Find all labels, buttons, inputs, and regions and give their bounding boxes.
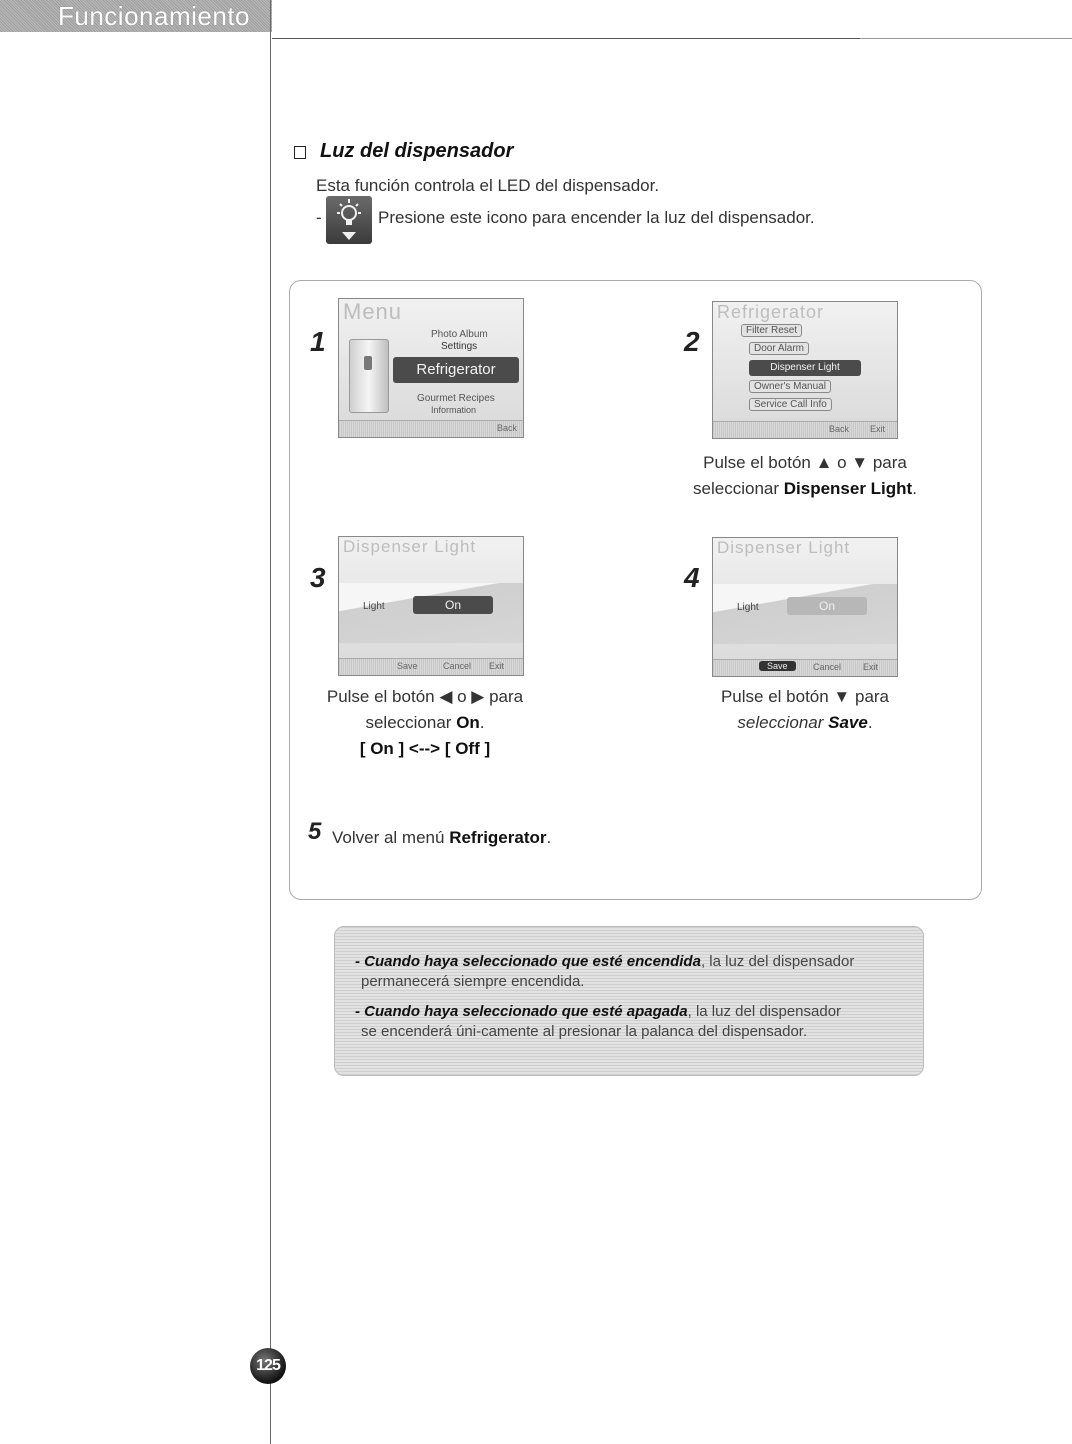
dispenser-light-icon: [326, 196, 372, 244]
section-title: Luz del dispensador: [320, 140, 514, 162]
refrigerator-illustration: [349, 339, 389, 413]
screen-footer: [339, 658, 523, 675]
footer-exit: Exit: [869, 424, 885, 434]
note-box: [334, 926, 924, 1076]
screen-footer: [339, 420, 523, 437]
light-value-on: On: [787, 597, 867, 615]
step-number-2: 2: [684, 326, 700, 357]
step-number-3: 3: [310, 562, 326, 593]
page-number-badge: 125: [250, 1348, 286, 1384]
light-label: Light: [363, 601, 385, 612]
note-line-3: - Cuando haya seleccionado que esté apagada, la luz del dispensador: [355, 1003, 842, 1020]
header-tab: Funcionamiento: [0, 0, 272, 32]
section-checkbox-icon: [294, 146, 306, 159]
left-margin-rule: [270, 0, 271, 1444]
footer-exit: Exit: [489, 661, 505, 671]
note-line-1: - Cuando haya seleccionado que esté encendida, la luz del dispensador: [355, 953, 855, 970]
footer-cancel: Cancel: [813, 662, 842, 672]
screen-title: Dispenser Light: [343, 537, 477, 556]
menu-item-filter-reset: Filter Reset: [741, 324, 802, 337]
footer-save: Save: [397, 661, 418, 671]
note-line-2: permanecerá siempre encendida.: [361, 973, 585, 990]
footer-save-selected: Save: [759, 661, 796, 671]
dispenser-light-save-screen: [712, 537, 898, 677]
dispenser-light-screen: [338, 536, 524, 676]
header-rule-end: [860, 38, 1072, 39]
light-label: Light: [737, 602, 759, 613]
step3-caption: Pulse el botón ◀ o ▶ para seleccionar On. [ On ] <--> [ Off ]: [326, 687, 524, 758]
menu-item-information: Information: [431, 405, 477, 415]
footer-back: Back: [828, 424, 849, 434]
step-number-1: 1: [310, 326, 326, 357]
note-line-4: se encenderá úni-camente al presionar la palanca del dispensador.: [361, 1023, 808, 1040]
menu-item-dispenser-light-selected: Dispenser Light: [749, 360, 861, 376]
screen-title: Refrigerator: [717, 302, 825, 322]
screen-footer: [713, 659, 897, 676]
menu-item-refrigerator-selected: Refrigerator: [393, 357, 519, 383]
step-number-5: 5: [308, 818, 322, 845]
light-value-on: On: [413, 596, 493, 614]
footer-exit: Exit: [863, 662, 879, 672]
intro-text: Esta función controla el LED del dispensador.: [316, 176, 660, 195]
menu-screen: [338, 298, 524, 438]
screen-footer: [713, 421, 897, 438]
menu-item-service-call-info: Service Call Info: [749, 398, 832, 411]
screen-title: Dispenser Light: [717, 538, 851, 557]
step4-caption: Pulse el botón ▼ para seleccionar Save.: [720, 687, 890, 732]
menu-item-settings: Settings: [441, 341, 478, 352]
step-number-4: 4: [684, 562, 700, 593]
menu-item-door-alarm: Door Alarm: [749, 342, 809, 355]
step5-text: Volver al menú Refrigerator.: [332, 828, 552, 847]
menu-item-photo-album: Photo Album: [431, 329, 488, 340]
refrigerator-screen: [712, 301, 898, 439]
menu-item-owners-manual: Owner's Manual: [749, 380, 831, 393]
footer-back: Back: [496, 423, 517, 433]
icon-instruction-text: Presione este icono para encender la luz del dispensador.: [378, 208, 815, 227]
menu-item-gourmet-recipes: Gourmet Recipes: [417, 393, 495, 404]
bullet-dash: -: [316, 208, 322, 227]
screen-title: Menu: [343, 299, 403, 324]
footer-cancel: Cancel: [443, 661, 472, 671]
step2-caption: Pulse el botón ▲ o ▼ para seleccionar Dispenser Light.: [693, 453, 917, 498]
